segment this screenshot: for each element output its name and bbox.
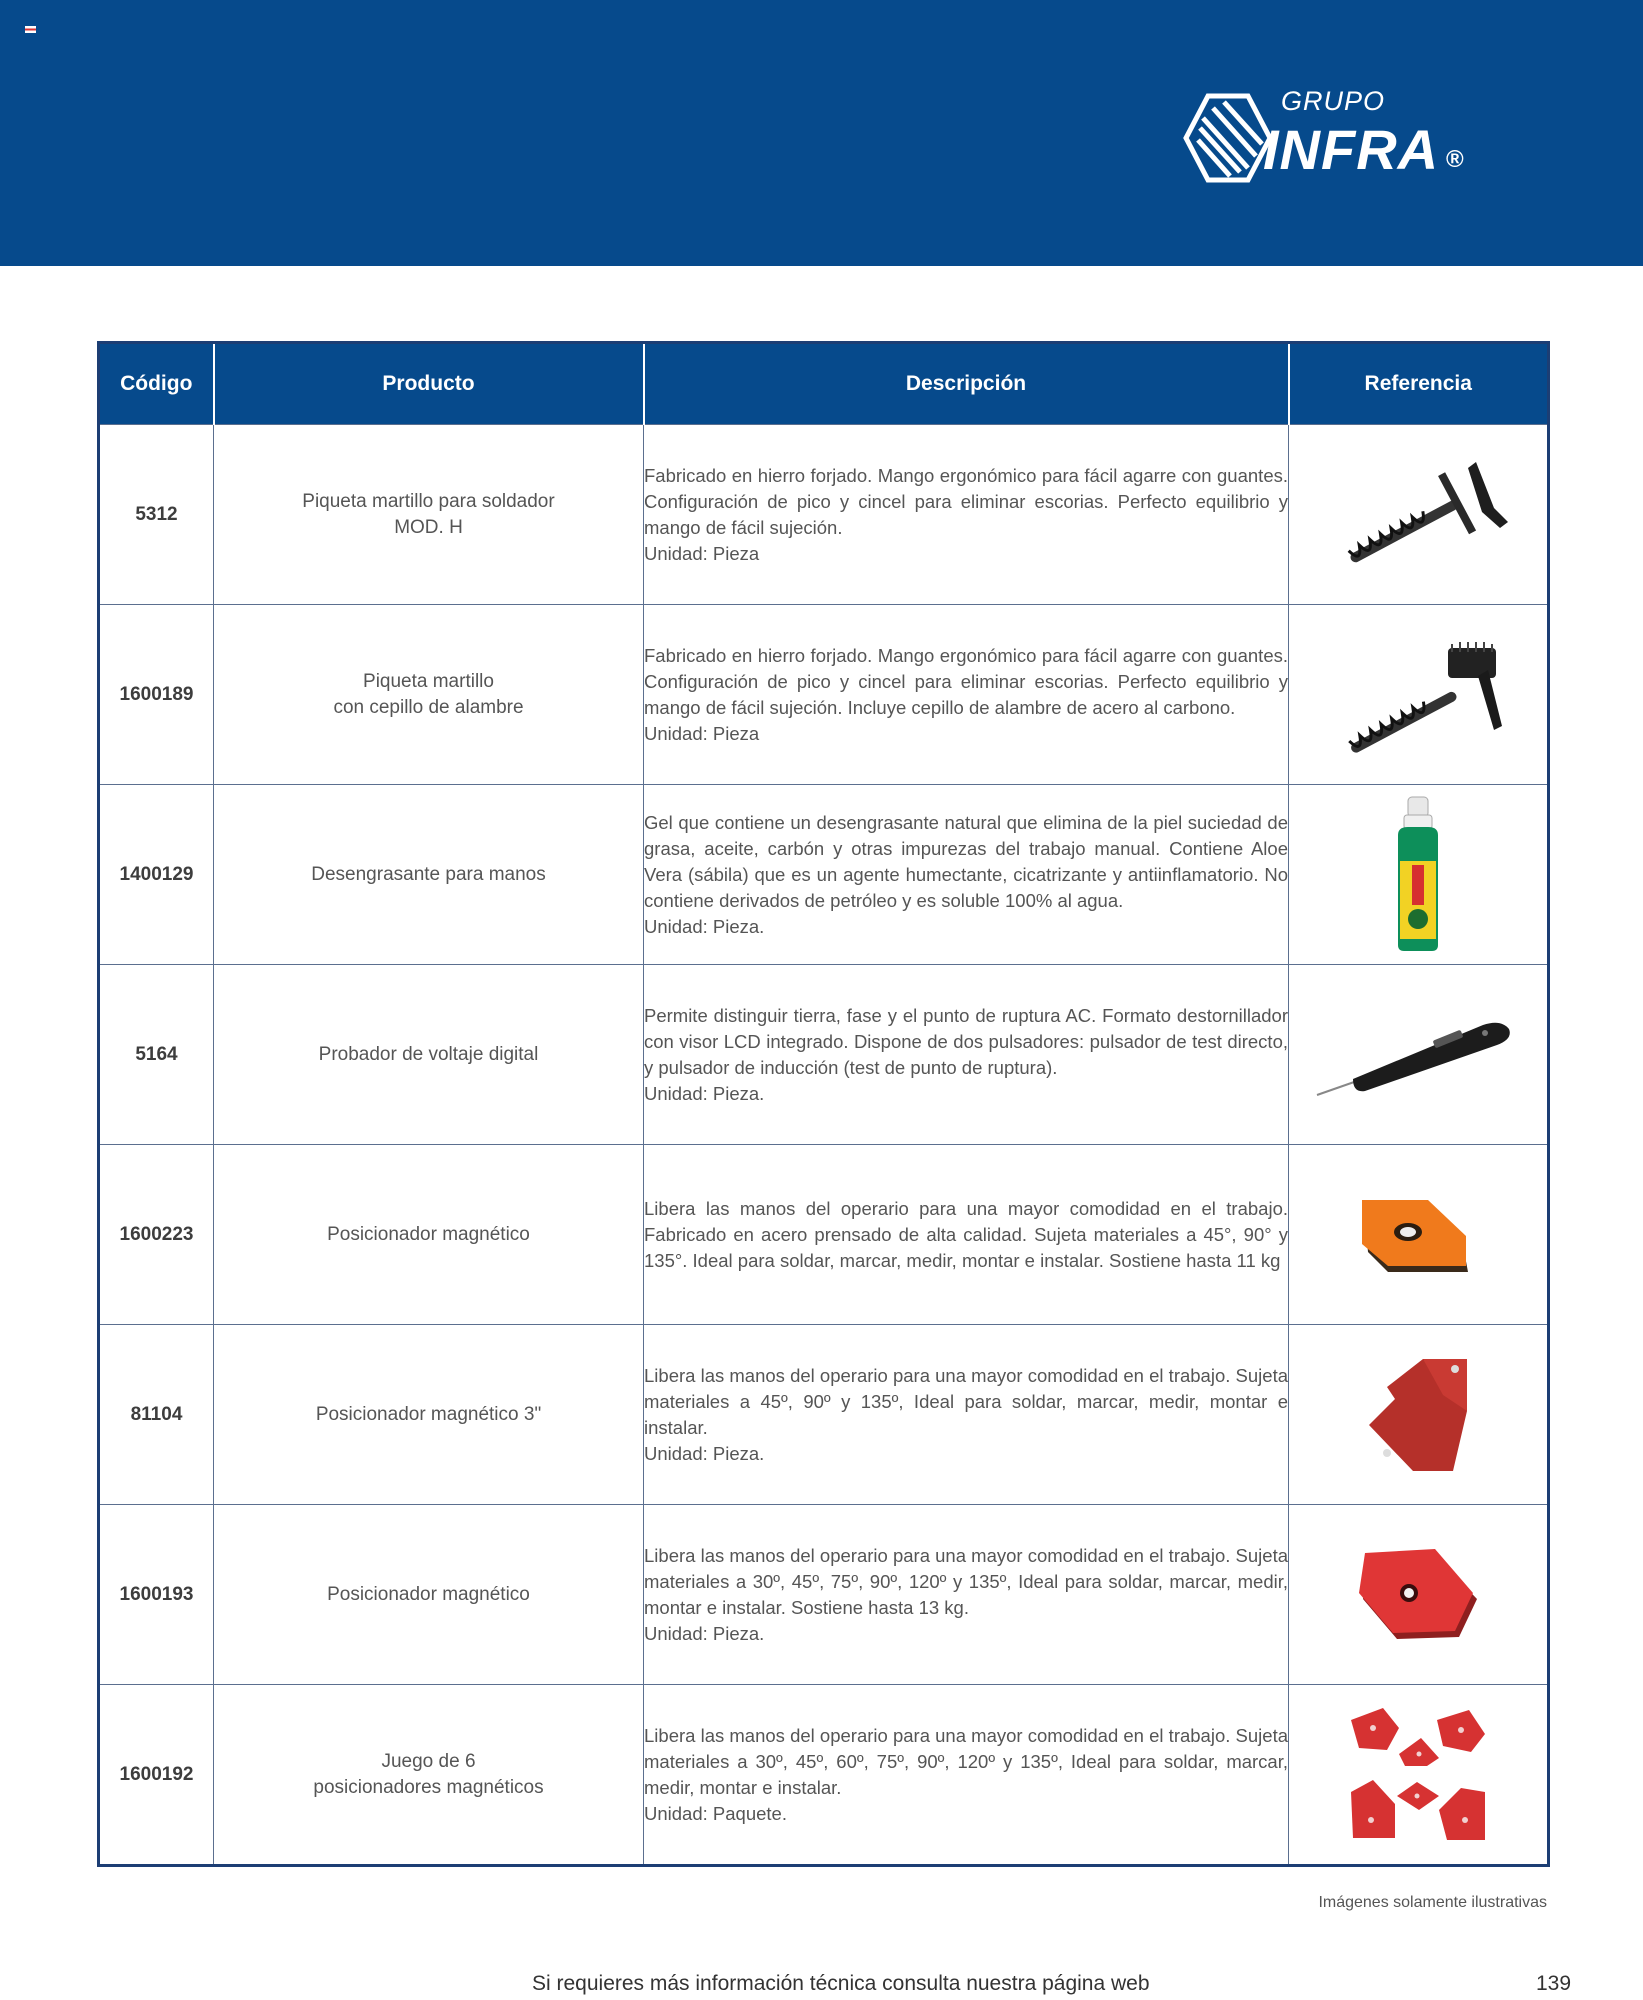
description-text: Libera las manos del operario para una mayor comodidad en el trabajo. Sujeta materiales a 45º, 90º y 135º, Ideal para soldar, marcar, medir, montar e instalar. <box>644 1364 1288 1438</box>
chipping-hammer-icon <box>1318 450 1518 580</box>
product-image <box>1289 1145 1549 1325</box>
column-header-reference: Referencia <box>1289 343 1549 425</box>
unit-text: Unidad: Pieza. <box>644 1082 765 1104</box>
table-header-row <box>99 343 1549 425</box>
product-name <box>214 1325 644 1505</box>
product-code: 5164 <box>99 965 214 1145</box>
brand-registered-mark: ® <box>1446 146 1464 173</box>
product-description <box>644 425 1289 605</box>
illustrative-images-note: Imágenes solamente ilustrativas <box>1318 1894 1547 1911</box>
product-image <box>1289 1325 1549 1505</box>
table-row <box>99 1145 1549 1325</box>
product-name-line: Probador de voltaje digital <box>318 1043 539 1065</box>
product-image <box>1289 425 1549 605</box>
product-code: 1400129 <box>99 785 214 965</box>
hammer-with-brush-icon <box>1318 630 1518 760</box>
table-row <box>99 785 1549 965</box>
unit-text: Unidad: Pieza. <box>644 1622 765 1644</box>
product-name-line: Desengrasante para manos <box>311 863 546 885</box>
product-description <box>644 1325 1289 1505</box>
unit-text: Unidad: Paquete. <box>644 1802 787 1824</box>
product-image <box>1289 785 1549 965</box>
product-description <box>644 1505 1289 1685</box>
table-row <box>99 1325 1549 1505</box>
product-image <box>1289 965 1549 1145</box>
product-name <box>214 1145 644 1325</box>
arrow-magnet-icon <box>1363 1355 1473 1475</box>
description-text: Libera las manos del operario para una mayor comodidad en el trabajo. Sujeta materiales a 30º, 45º, 60º, 75º, 90º, 120º y 135º, Ideal para soldar, marcar, medir, montar e instalar. <box>644 1724 1288 1798</box>
voltage-tester-icon <box>1313 1005 1523 1105</box>
product-name-line: Posicionador magnético 3" <box>315 1403 542 1425</box>
description-text: Fabricado en hierro forjado. Mango ergonómico para fácil agarre con guantes. Configuración de pico y cincel para eliminar escorias. Perfecto equilibrio y mango de fácil sujeción. <box>644 464 1288 538</box>
table-row <box>99 1505 1549 1685</box>
unit-text: Unidad: Pieza. <box>644 915 765 937</box>
unit-text: Unidad: Pieza <box>644 722 760 744</box>
column-header-product: Producto <box>214 343 644 425</box>
product-name <box>214 1685 644 1866</box>
description-text: Libera las manos del operario para una mayor comodidad en el trabajo. Sujeta materiales a 30º, 45º, 75º, 90º, 120º y 135º, Ideal para soldar, marcar, medir, montar e instalar. Sostiene hasta 13 kg. <box>644 1544 1288 1618</box>
magnet-set-icon <box>1343 1700 1493 1850</box>
footer-info-text: Si requieres más información técnica consulta nuestra página web <box>532 1972 1150 1995</box>
product-code: 1600189 <box>99 605 214 785</box>
table-row <box>99 605 1549 785</box>
degreaser-bottle-icon <box>1388 795 1448 955</box>
product-name-line: Juego de 6 <box>381 1750 476 1772</box>
product-name <box>214 965 644 1145</box>
product-description <box>644 785 1289 965</box>
product-image <box>1289 1685 1549 1866</box>
product-name-line: Posicionador magnético <box>327 1223 530 1245</box>
orange-magnet-icon <box>1358 1190 1478 1280</box>
product-name-line: Piqueta martillo para soldador <box>302 490 555 512</box>
product-name-line: posicionadores magnéticos <box>313 1776 544 1798</box>
product-code: 5312 <box>99 425 214 605</box>
flag-icon <box>25 26 36 33</box>
table-row <box>99 425 1549 605</box>
description-text: Permite distinguir tierra, fase y el punto de ruptura AC. Formato destornillador con visor LCD integrado. Dispone de dos pulsadores: pulsador de test directo, y pulsador de inducción (test de punto de ruptura). <box>644 1004 1288 1078</box>
description-text: Fabricado en hierro forjado. Mango ergonómico para fácil agarre con guantes. Configuración de pico y cincel para eliminar escorias. Perfecto equilibrio y mango de fácil sujeción. Incluye cepillo de alambre de acero al carbono. <box>644 644 1288 718</box>
product-code: 81104 <box>99 1325 214 1505</box>
product-code: 1600192 <box>99 1685 214 1866</box>
product-name <box>214 605 644 785</box>
product-name-line: con cepillo de alambre <box>333 696 524 718</box>
product-description <box>644 1685 1289 1866</box>
product-name <box>214 785 644 965</box>
product-code: 1600223 <box>99 1145 214 1325</box>
product-description <box>644 965 1289 1145</box>
page-header <box>0 0 1643 266</box>
product-name-line: Posicionador magnético <box>327 1583 530 1605</box>
description-text: Libera las manos del operario para una mayor comodidad en el trabajo. Fabricado en acero prensado de alta calidad. Sujeta materiales a 45°, 90° y 135°. Ideal para soldar, marcar, medir, montar e instalar. Sostiene hasta 11 kg <box>644 1197 1288 1271</box>
product-table <box>97 341 1550 1867</box>
hex-magnet-icon <box>1353 1545 1483 1645</box>
table-row <box>99 965 1549 1145</box>
product-description <box>644 1145 1289 1325</box>
page-number: 139 <box>1536 1972 1572 1995</box>
product-description <box>644 605 1289 785</box>
product-image <box>1289 1505 1549 1685</box>
product-name <box>214 425 644 605</box>
table-row <box>99 1685 1549 1866</box>
brand-main-text: INFRA <box>1263 118 1440 181</box>
brand-logo <box>1178 82 1488 192</box>
column-header-code: Código <box>99 343 214 425</box>
unit-text: Unidad: Pieza <box>644 542 760 564</box>
product-name-line: MOD. H <box>394 516 463 538</box>
brand-top-text: GRUPO <box>1281 86 1386 116</box>
column-header-description: Descripción <box>644 343 1289 425</box>
product-code: 1600193 <box>99 1505 214 1685</box>
product-name <box>214 1505 644 1685</box>
product-name-line: Piqueta martillo <box>363 670 494 692</box>
unit-text: Unidad: Pieza. <box>644 1442 765 1464</box>
product-image <box>1289 605 1549 785</box>
description-text: Gel que contiene un desengrasante natural que elimina de la piel suciedad de grasa, aceite, carbón y otras impurezas del trabajo manual. Contiene Aloe Vera (sábila) que es un agente humectante, cicatrizante y antiinflamatorio. No contiene derivados de petróleo y es soluble 100% al agua. <box>644 811 1288 911</box>
